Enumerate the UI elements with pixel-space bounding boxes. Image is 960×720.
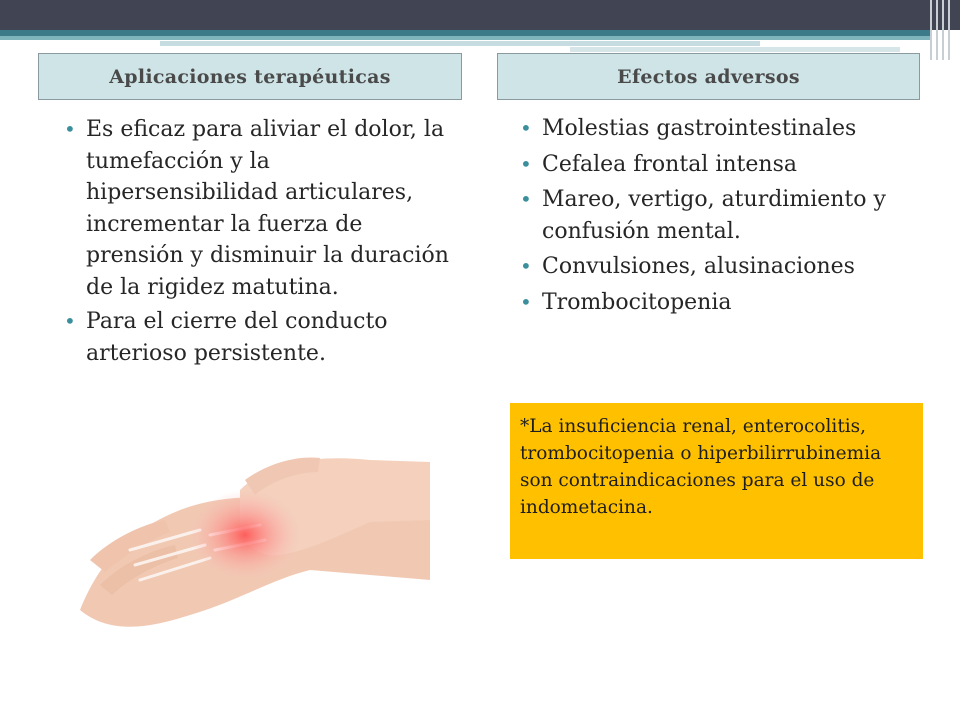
adverse-effects-header-label: Efectos adversos <box>617 65 800 88</box>
hand-wrist-pain-image <box>70 440 430 640</box>
bullet-icon: • <box>520 289 532 314</box>
accent-band-light <box>0 36 930 40</box>
list-item <box>518 184 918 247</box>
list-item-text: Trombocitopenia <box>542 289 732 315</box>
list-item <box>518 251 918 283</box>
bullet-icon: • <box>64 309 76 333</box>
list-item <box>518 287 918 319</box>
list-item <box>518 149 918 181</box>
bullet-icon: • <box>64 117 76 141</box>
applications-list <box>62 114 452 372</box>
adverse-effects-header <box>497 53 920 100</box>
accent-band-pale <box>160 41 760 46</box>
accent-band-pale-2 <box>570 47 900 52</box>
list-item-text: Es eficaz para aliviar el dolor, la tumefacción y la hipersensibilidad articulares, incrementar la fuerza de prensión y disminuir la duración de la rigidez matutina. <box>86 117 449 300</box>
list-item-text: Para el cierre del conducto arterioso persistente. <box>86 309 388 366</box>
adverse-effects-list <box>518 113 918 322</box>
list-item-text: Cefalea frontal intensa <box>542 151 797 177</box>
applications-header-label: Aplicaciones terapéuticas <box>109 65 391 88</box>
list-item <box>62 306 452 369</box>
list-item-text: Mareo, vertigo, aturdimiento y confusión mental. <box>542 187 886 244</box>
title-bar-decoration <box>0 0 960 30</box>
decorative-lines <box>930 0 952 60</box>
bullet-icon: • <box>520 116 532 140</box>
contraindications-note <box>510 403 923 559</box>
bullet-icon: • <box>520 187 532 211</box>
contraindications-note-text: *La insuficiencia renal, enterocolitis, trombocitopenia o hiperbilirrubinemia son contraindicaciones para el uso de indometacina. <box>520 416 882 518</box>
list-item <box>518 113 918 145</box>
applications-header <box>38 53 462 100</box>
bullet-icon: • <box>520 254 532 278</box>
list-item-text: Molestias gastrointestinales <box>542 116 857 141</box>
list-item-text: Convulsiones, alusinaciones <box>542 254 855 279</box>
bullet-icon: • <box>520 151 532 176</box>
list-item <box>62 114 452 303</box>
